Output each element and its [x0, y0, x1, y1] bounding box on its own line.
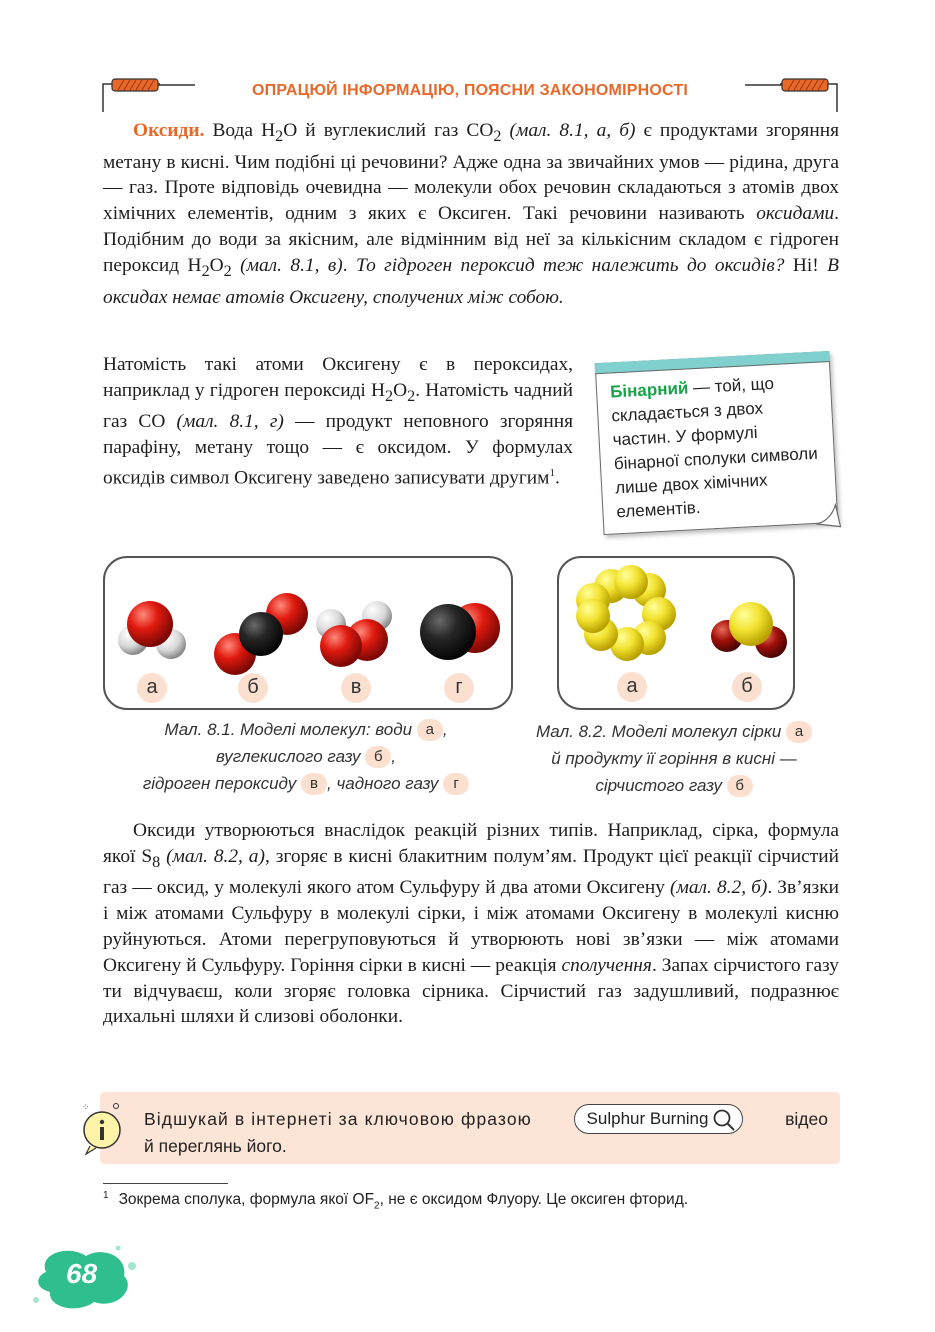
figure-8-2-caption: Мал. 8.2. Моделі молекул сірки а й продукту її горіння в кисні — сірчистого газу б [515, 718, 833, 799]
search-phrase-box[interactable]: Sulphur Burning [574, 1104, 744, 1134]
info-text: Відшукай в інтернеті за ключовою фразою Sulphur Burning відео й переглянь його. [144, 1104, 828, 1158]
search-icon [712, 1108, 736, 1132]
caption-chip-a: а [786, 721, 812, 743]
section-header [100, 74, 840, 114]
footnote-divider [103, 1183, 228, 1184]
term-oxides: Оксиди. [133, 120, 205, 141]
svg-text:⁘: ⁘ [82, 1102, 90, 1112]
page-number-badge [28, 1242, 138, 1312]
figure-8-1-caption: Мал. 8.1. Моделі молекул: води а , вуглекислого газу б , гідроген пероксиду в , чадного газу г [103, 716, 509, 797]
paragraph-sulfur-burning: Оксиди утворюються внаслідок реакцій різних типів. Наприклад, сірка, формула якої $S_8$ (мал. 8.2, а), згоряє в кисні блакитним полум’ям. Продукт цієї реакції сірчистий газ — оксид, у молекулі якого атом Сульфуру й два атоми Оксигену (мал. 8.2, б). Зв’язки і між атомами Сульфуру в молекулі сірки, і між атомами Оксигену в молекулі кисню руйнуються. Атоми перегруповуються й утворюють нові зв’язки — між атомами Оксигену й Сульфуру. Горіння сірки в кисні — реакція сполучення. Запах сірчистого газу ти відчуваєш, коли згоряє головка сірника. Сірчистий газ задушливий, подразнює дихальні шляхи й слизові оболонки. [103, 820, 840, 1028]
caption-chip-a: а [417, 719, 443, 741]
carbon-dioxide-molecule-model [214, 593, 308, 675]
caption-chip-b: б [365, 746, 391, 768]
figure-8-2 [557, 556, 795, 710]
definition-note [595, 351, 839, 535]
label-b: б [732, 672, 762, 702]
figure-8-1 [103, 556, 513, 710]
hydrogen-peroxide-molecule-model [316, 601, 392, 667]
section-title: ОПРАЦЮЙ ІНФОРМАЦІЮ, ПОЯСНИ ЗАКОНОМІРНОСТІ [252, 82, 688, 99]
label-g: г [444, 673, 474, 703]
label-a: а [137, 673, 167, 703]
label-b: б [238, 673, 268, 703]
caption-chip-b: б [727, 775, 753, 797]
carbon-monoxide-molecule-model [420, 603, 500, 660]
paragraph-oxides: Оксиди. Вода $H_2O$ й вуглекислий газ $CO_2$ (мал. 8.1, а, б) є продуктами згоряння метану в кисні. Чим подібні ці речовини? Адже одна за звичайних умов — рідина, друга — газ. Проте відповідь очевидна — молекули обох речовин складаються з атомів двох хімічних елементів, одним з яких є Оксиген. Такі речовини називають оксидами. Подібним до води за якісним, але відмінним від неї за кількісним складом є гідроген пероксид $H_2O_2$ (мал. 8.1, в). То гідроген пероксид теж належить до оксидів? Ні! В оксидах немає атомів Оксигену, сполучених між собою. [103, 120, 840, 308]
page-number: 68 [66, 1258, 98, 1289]
note-text: Бінарний — той, що складається з двох частин. У формулі бінарної сполуки символи лише двох хімічних елементів. [609, 373, 819, 522]
water-molecule-model [118, 601, 186, 659]
caption-chip-g: г [443, 773, 469, 795]
label-v: в [341, 673, 371, 703]
paragraph-oxides-continued: Натомість такі атоми Оксигену є в пероксидах, наприклад у гідроген пероксиді $H_2O_2$. Натомість чадний газ CO (мал. 8.1, г) — продукт неповного згоряння парафіну, метану тощо — є оксидом. У формулах оксидів символ Оксигену заведено записувати другим$^1$. [103, 354, 573, 489]
label-a: а [617, 672, 647, 702]
note-term: Бінарний [609, 378, 689, 402]
info-text-after-first-word: відео [785, 1109, 828, 1129]
internet-search-task [82, 1092, 840, 1164]
caption-chip-v: в [301, 773, 327, 795]
sulfur-dioxide-molecule-model [711, 602, 787, 658]
footnote: $^1$ Зокрема сполука, формула якої $OF_2$, не є оксидом Флуору. Це оксиген фторид. [103, 1190, 689, 1212]
sulfur-s8-molecule-model [576, 565, 676, 661]
info-icon [72, 1098, 128, 1158]
info-text-line-2: й переглянь його. [144, 1136, 287, 1156]
footnote-ref: 1 [549, 467, 555, 480]
